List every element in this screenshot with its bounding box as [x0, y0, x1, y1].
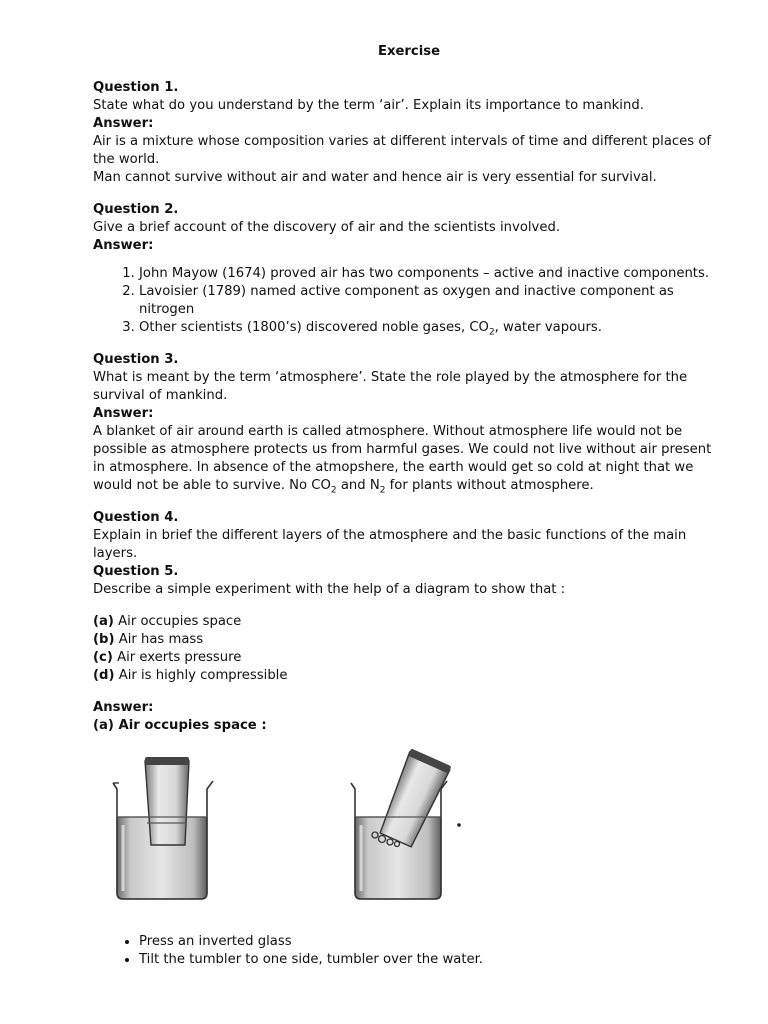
beaker-tilted-glass-figure [341, 743, 471, 923]
question-3-text: What is meant by the term ‘atmosphere’. State the role played by the atmosphere for the survival of mankind. [93, 370, 688, 403]
option-text: Air exerts pressure [112, 650, 242, 665]
question-1-answer-label: Answer: [93, 116, 154, 131]
beaker-inverted-glass-figure [103, 743, 233, 923]
option-c [93, 649, 725, 667]
question-3-answer-label: Answer: [93, 406, 154, 421]
question-5-subheading: (a) Air occupies space : [93, 718, 267, 733]
question-4-heading: Question 4. [93, 510, 179, 525]
subscript: 2 [379, 485, 386, 496]
question-2-text: Give a brief account of the discovery of air and the scientists involved. [93, 220, 561, 235]
subscript: 2 [488, 327, 495, 338]
option-tag: (d) [93, 668, 115, 683]
document-content [93, 43, 725, 969]
question-5-text: Describe a simple experiment with the help of a diagram to show that : [93, 582, 566, 597]
option-b [93, 631, 725, 649]
option-text: Air occupies space [113, 614, 242, 629]
question-5-heading: Question 5. [93, 564, 179, 579]
list-item-text-end: , water vapours. [494, 320, 602, 335]
question-1-text: State what do you understand by the term ‘air’. Explain its importance to mankind. [93, 98, 644, 113]
question-3-answer [93, 423, 725, 495]
list-item: 1. John Mayow (1674) proved air has two components – active and inactive components. [139, 265, 725, 283]
experiment-figures [93, 743, 725, 933]
question-2-answer-label: Answer: [93, 238, 154, 253]
question-5-answer-label: Answer: [93, 700, 154, 715]
list-item [139, 319, 725, 337]
question-4-text: Explain in brief the different layers of the atmosphere and the basic functions of the main layers. [93, 528, 687, 561]
list-item: • Tilt the tumbler to one side, tumbler over the water. [139, 951, 725, 969]
question-2-answer-list [93, 265, 725, 337]
question-1-answer-p1: Air is a mixture whose composition varies at different intervals of time and different places of the world. [93, 134, 712, 167]
question-3-heading: Question 3. [93, 352, 179, 367]
question-2-heading: Question 2. [93, 202, 179, 217]
list-item-text: Other scientists (1800’s) discovered noble gases, CO [139, 320, 489, 335]
answer-text: A blanket of air around earth is called atmosphere. Without atmosphere life would not be possible as atmosphere protects us from harmful gases. We could not live without air present in atmosphere. In absence of the atmopshere, the earth would get so cold at night that we would not be able to survive. No CO [93, 424, 712, 493]
option-tag: (a) [93, 614, 114, 629]
question-1-answer-p2: Man cannot survive without air and water and hence air is very essential for survival. [93, 170, 657, 185]
page-title: Exercise [377, 44, 441, 59]
option-tag: (b) [93, 632, 115, 647]
answer-text: and N [336, 478, 380, 493]
list-item: • Press an inverted glass [139, 933, 725, 951]
option-a [93, 613, 725, 631]
list-item: 2. Lavoisier (1789) named active component as oxygen and inactive component as nitrogen [139, 283, 725, 319]
option-d [93, 667, 725, 685]
option-text: Air has mass [114, 632, 204, 647]
subscript: 2 [330, 485, 337, 496]
answer-text: for plants without atmosphere. [385, 478, 594, 493]
question-5-answer-bullets [93, 933, 725, 969]
question-1-heading: Question 1. [93, 80, 179, 95]
option-text: Air is highly compressible [114, 668, 288, 683]
option-tag: (c) [93, 650, 113, 665]
